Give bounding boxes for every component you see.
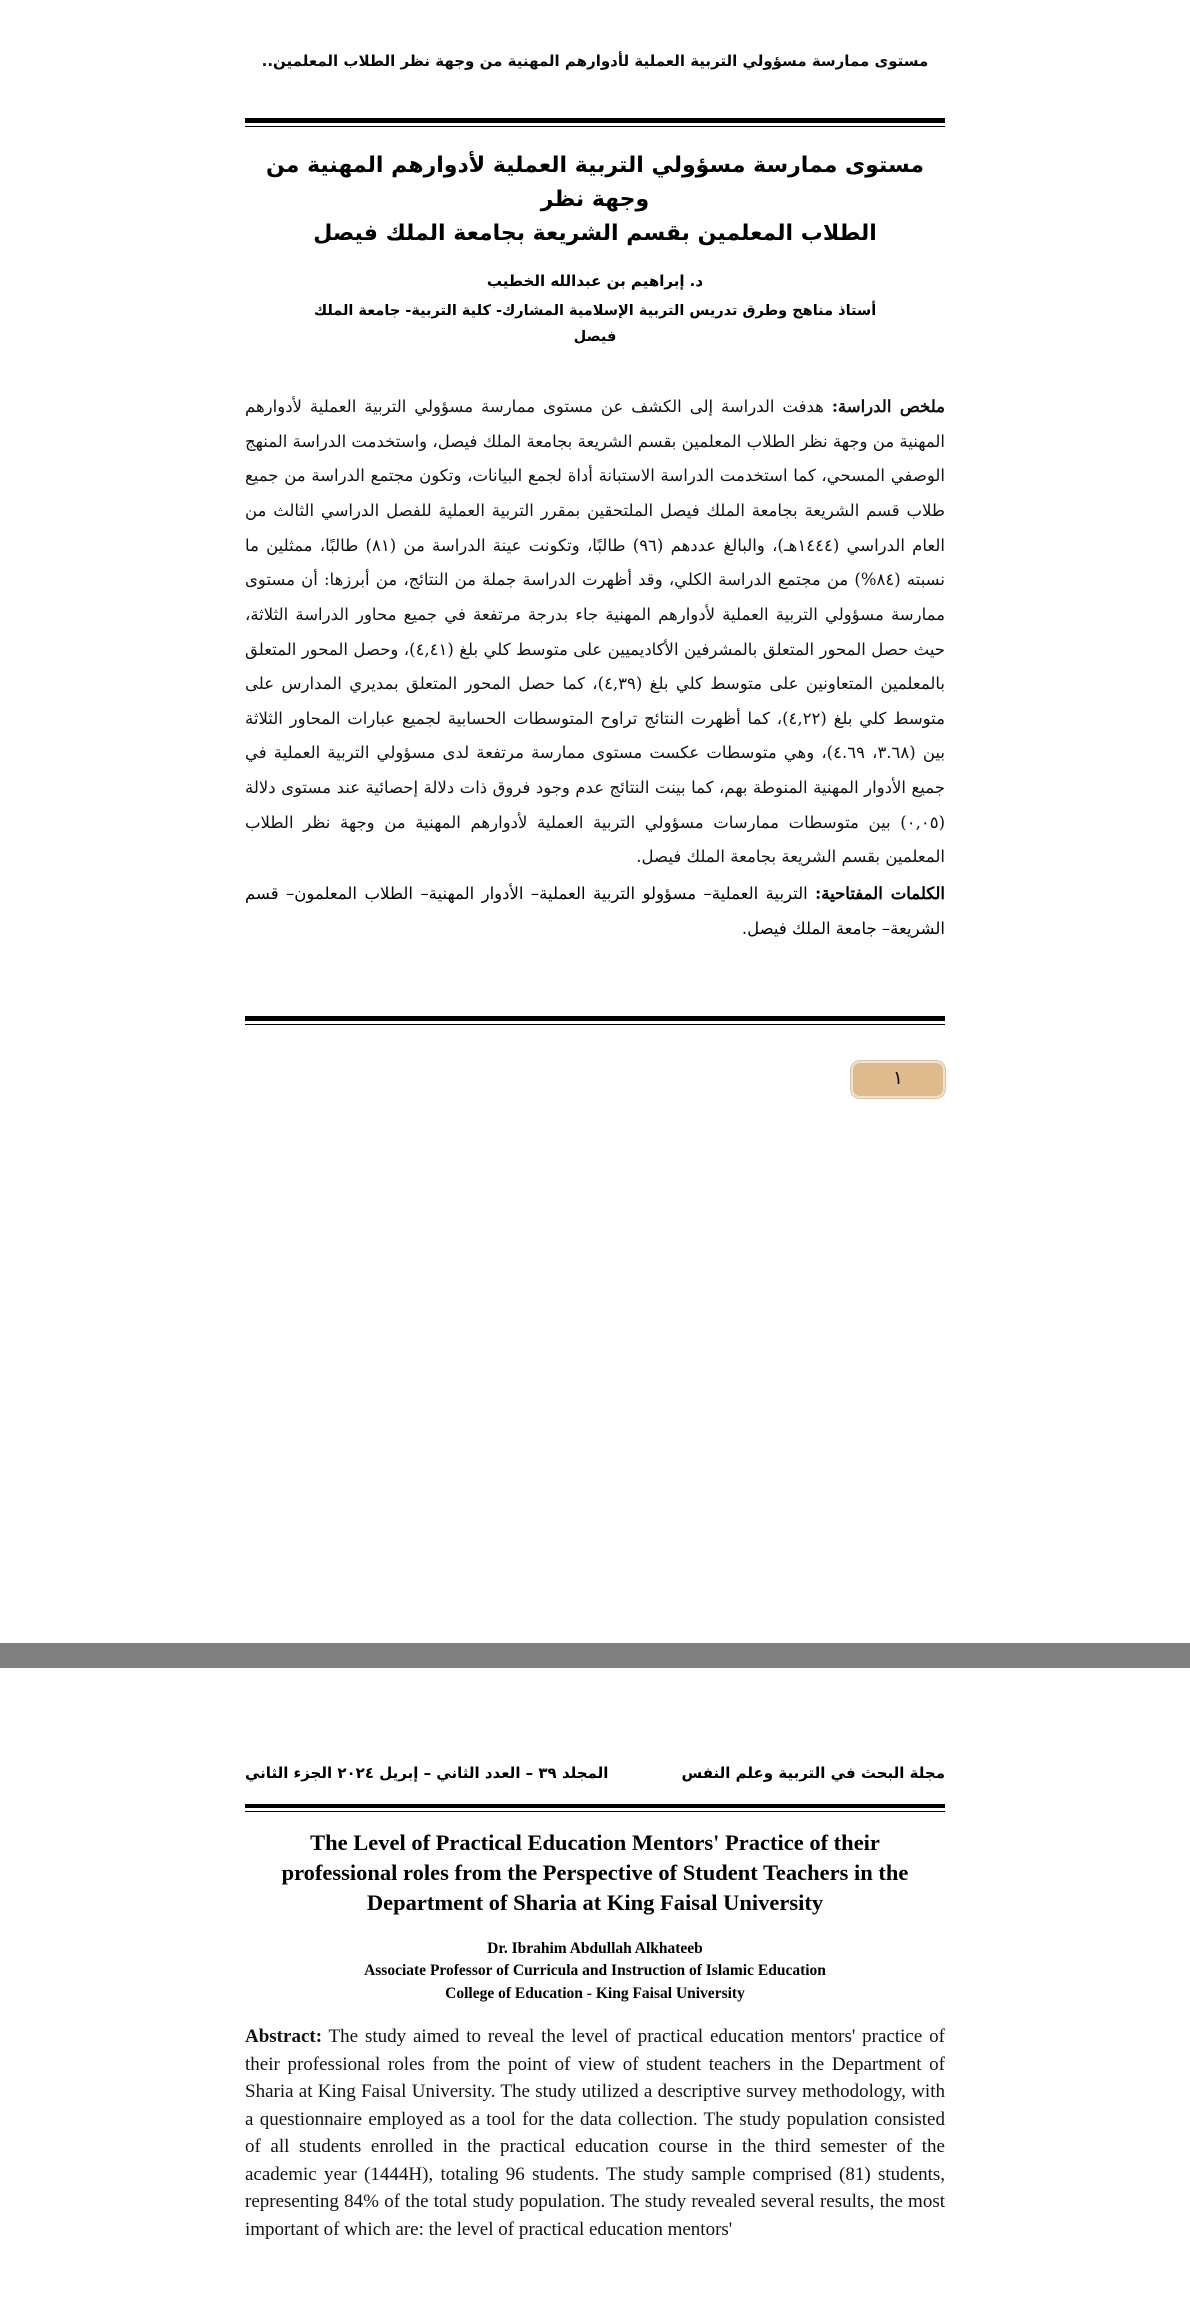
abstract-label-arabic: ملخص الدراسة: <box>831 397 945 417</box>
keywords-label-arabic: الكلمات المفتاحية: <box>815 884 946 903</box>
header-divider <box>245 118 945 127</box>
page-number-badge: ١ <box>851 1061 945 1098</box>
page-separator-gutter <box>0 1643 1190 1668</box>
page-number-row <box>245 1061 945 1098</box>
author-block-english <box>245 1938 945 2005</box>
author-name-english: Dr. Ibrahim Abdullah Alkhateeb <box>487 1939 703 1957</box>
title-en-line-1: The Level of Practical Education Mentors' Practice of their <box>310 1830 880 1855</box>
page2-header-divider <box>245 1804 945 1812</box>
abstract-body-arabic: هدفت الدراسة إلى الكشف عن مستوى ممارسة مسؤولي التربية العملية لأدوارهم المهنية من وجهة نظر الطلاب المعلمين بقسم الشريعة بجامعة الملك فيصل، واستخدمت الدراسة المنهج الوصفي المسحي، كما استخدمت الدراسة الاستبانة أداة لجمع البيانات، وتكون مجتمع الدراسة من جميع طلاب قسم الشريعة بجامعة الملك فيصل الملتحقين بمقرر التربية العملية للفصل الدراسي الثالث من العام الدراسي (١٤٤٤هـ)، والبالغ عددهم (٩٦) طالبًا، وتكونت عينة الدراسة من (٨١) طالبًا، ممثلين ما نسبته (٨٤%) من مجتمع الدراسة الكلي، وقد أظهرت الدراسة جملة من النتائج، من أبرزها: أن مستوى ممارسة مسؤولي التربية العملية لأدوارهم المهنية جاء بدرجة مرتفعة في جميع محاور الدراسة الثلاثة، حيث حصل المحور المتعلق بالمشرفين الأكاديميين على متوسط كلي بلغ (٤,٤١)، وحصل المحور المتعلق بالمعلمين المتعاونين على متوسط كلي بلغ (٤,٣٩)، كما حصل المحور المتعلق بمديري المدارس على متوسط كلي بلغ (٤,٢٢)، كما أظهرت النتائج تراوح المتوسطات الحسابية لجميع عبارات المحاور الثلاثة بين (٣.٦٨، ٤.٦٩)، وهي متوسطات عكست مستوى ممارسة مرتفعة لدى مسؤولي التربية العملية في جميع الأدوار المهنية المنوطة بهم، كما بينت النتائج عدم وجود فروق ذات دلالة إحصائية عند مستوى دلالة (٠,٠٥) بين متوسطات ممارسات مسؤولي التربية العملية لأدوارهم المهنية من وجهة نظر الطلاب المعلمين بقسم الشريعة بجامعة الملك فيصل. <box>245 397 946 867</box>
abstract-label-english: Abstract: <box>245 2026 323 2048</box>
author-affiliation-arabic: أستاذ مناهج وطرق تدريس التربية الإسلامية المشارك- كلية التربية- جامعة الملك فيصل <box>313 303 877 345</box>
keywords-arabic <box>245 877 945 946</box>
page-title-english <box>245 1828 945 1918</box>
abstract-arabic <box>245 390 945 875</box>
author-name-arabic: د. إبراهيم بن عبدالله الخطيب <box>486 272 704 291</box>
journal-header <box>245 1668 945 1782</box>
title-en-line-3: Department of Sharia at King Faisal University <box>366 1889 824 1915</box>
abstract-english <box>245 2023 945 2243</box>
document-page-2 <box>0 1668 1190 2307</box>
journal-name: مجلة البحث في التربية وعلم النفس <box>681 1764 945 1782</box>
title-en-line-2: professional roles from the Perspective of Student Teachers in the <box>281 1859 909 1885</box>
author-affiliation-english-2: College of Education - King Faisal University <box>445 1984 745 2002</box>
journal-issue-info: المجلد ٣٩ – العدد الثاني – إبريل ٢٠٢٤ الجزء الثاني <box>245 1764 609 1782</box>
title-line-1: مستوى ممارسة مسؤولي التربية العملية لأدوارهم المهنية من وجهة نظر <box>265 153 924 213</box>
keywords-body-arabic: التربية العملية– مسؤولو التربية العملية– الأدوار المهنية– الطلاب المعلمون– قسم الشريعة– جامعة الملك فيصل. <box>245 884 945 938</box>
footer-divider-wrap <box>245 1016 945 1025</box>
abstract-body-english: The study aimed to reveal the level of practical education mentors' practice of their professional roles from the point of view of student teachers in the Department of Sharia at King Faisal University. The study utilized a descriptive survey methodology, with a questionnaire employed as a tool for the data collection. The study population consisted of all students enrolled in the practical education course in the third semester of the academic year (1444H), totaling 96 students. The study sample comprised (81) students, representing 84% of the total study population. The study revealed several results, the most important of which are: the level of practical education mentors' <box>245 2026 945 2240</box>
page-title-arabic <box>265 149 925 251</box>
running-head: مستوى ممارسة مسؤولي التربية العملية لأدوارهم المهنية من وجهة نظر الطلاب المعلمين.. <box>261 52 929 70</box>
footer-divider <box>245 1016 945 1025</box>
title-line-2: الطلاب المعلمين بقسم الشريعة بجامعة الملك فيصل <box>313 221 877 247</box>
author-affiliation-english-1: Associate Professor of Curricula and Instruction of Islamic Education <box>364 1962 826 1980</box>
